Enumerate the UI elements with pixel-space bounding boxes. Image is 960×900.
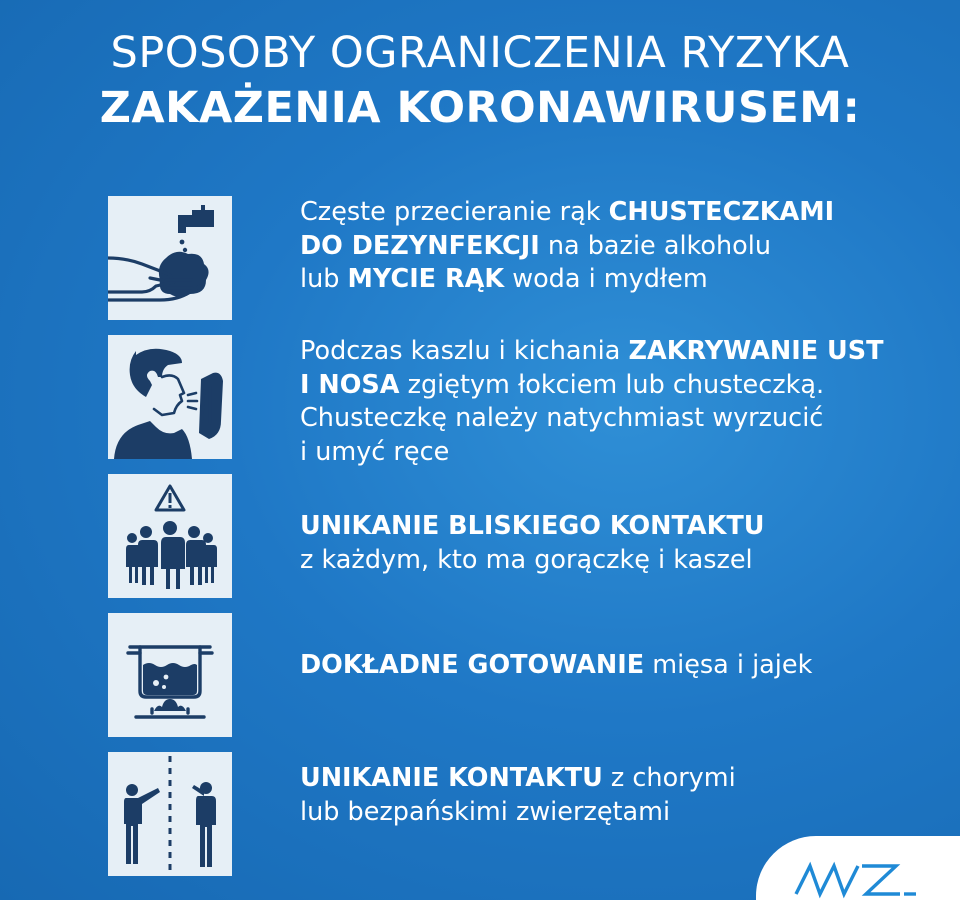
title-line-1: SPOSOBY OGRANICZENIA RYZYKA bbox=[110, 28, 850, 78]
logo-corner-panel bbox=[756, 836, 960, 900]
text-line: UNIKANIE KONTAKTU z chorymi bbox=[300, 763, 736, 793]
crowd-warning-icon bbox=[108, 474, 232, 598]
handwashing-icon bbox=[108, 196, 232, 320]
tip-avoid-close-contact-text bbox=[300, 510, 765, 577]
tip-handwashing bbox=[108, 196, 938, 320]
text-line: lub MYCIE RĄK woda i mydłem bbox=[300, 264, 708, 294]
mz-logo-icon bbox=[792, 854, 952, 900]
text-line: Podczas kaszlu i kichania ZAKRYWANIE UST bbox=[300, 336, 884, 366]
tip-thorough-cooking-text bbox=[300, 649, 812, 683]
tip-cough-cover-text bbox=[300, 335, 883, 469]
tip-avoid-close-contact bbox=[108, 474, 938, 598]
text-line: Częste przecieranie rąk CHUSTECZKAMI bbox=[300, 197, 835, 227]
infographic-title bbox=[0, 26, 960, 136]
tip-cough-cover bbox=[108, 335, 938, 467]
tip-avoid-contact-sick-text bbox=[300, 762, 736, 829]
text-line: I NOSA zgiętym łokciem lub chusteczką. bbox=[300, 369, 825, 400]
text-line: i umyć ręce bbox=[300, 436, 450, 467]
text-line: z każdym, kto ma gorączkę i kaszel bbox=[300, 544, 753, 575]
avoid-contact-icon bbox=[108, 752, 232, 876]
tip-thorough-cooking bbox=[108, 613, 938, 737]
text-line: lub bezpańskimi zwierzętami bbox=[300, 796, 671, 827]
text-line: Chusteczkę należy natychmiast wyrzucić bbox=[300, 403, 824, 433]
cooking-pot-icon bbox=[108, 613, 232, 737]
text-line: DOKŁADNE GOTOWANIE mięsa i jajek bbox=[300, 650, 813, 680]
tip-handwashing-text bbox=[300, 196, 834, 297]
text-line: UNIKANIE BLISKIEGO KONTAKTU bbox=[300, 511, 765, 541]
text-line: DO DEZYNFEKCJI na bazie alkoholu bbox=[300, 230, 772, 261]
title-line-2: ZAKAŻENIA KORONAWIRUSEM: bbox=[99, 83, 861, 133]
cough-cover-icon bbox=[108, 335, 232, 459]
